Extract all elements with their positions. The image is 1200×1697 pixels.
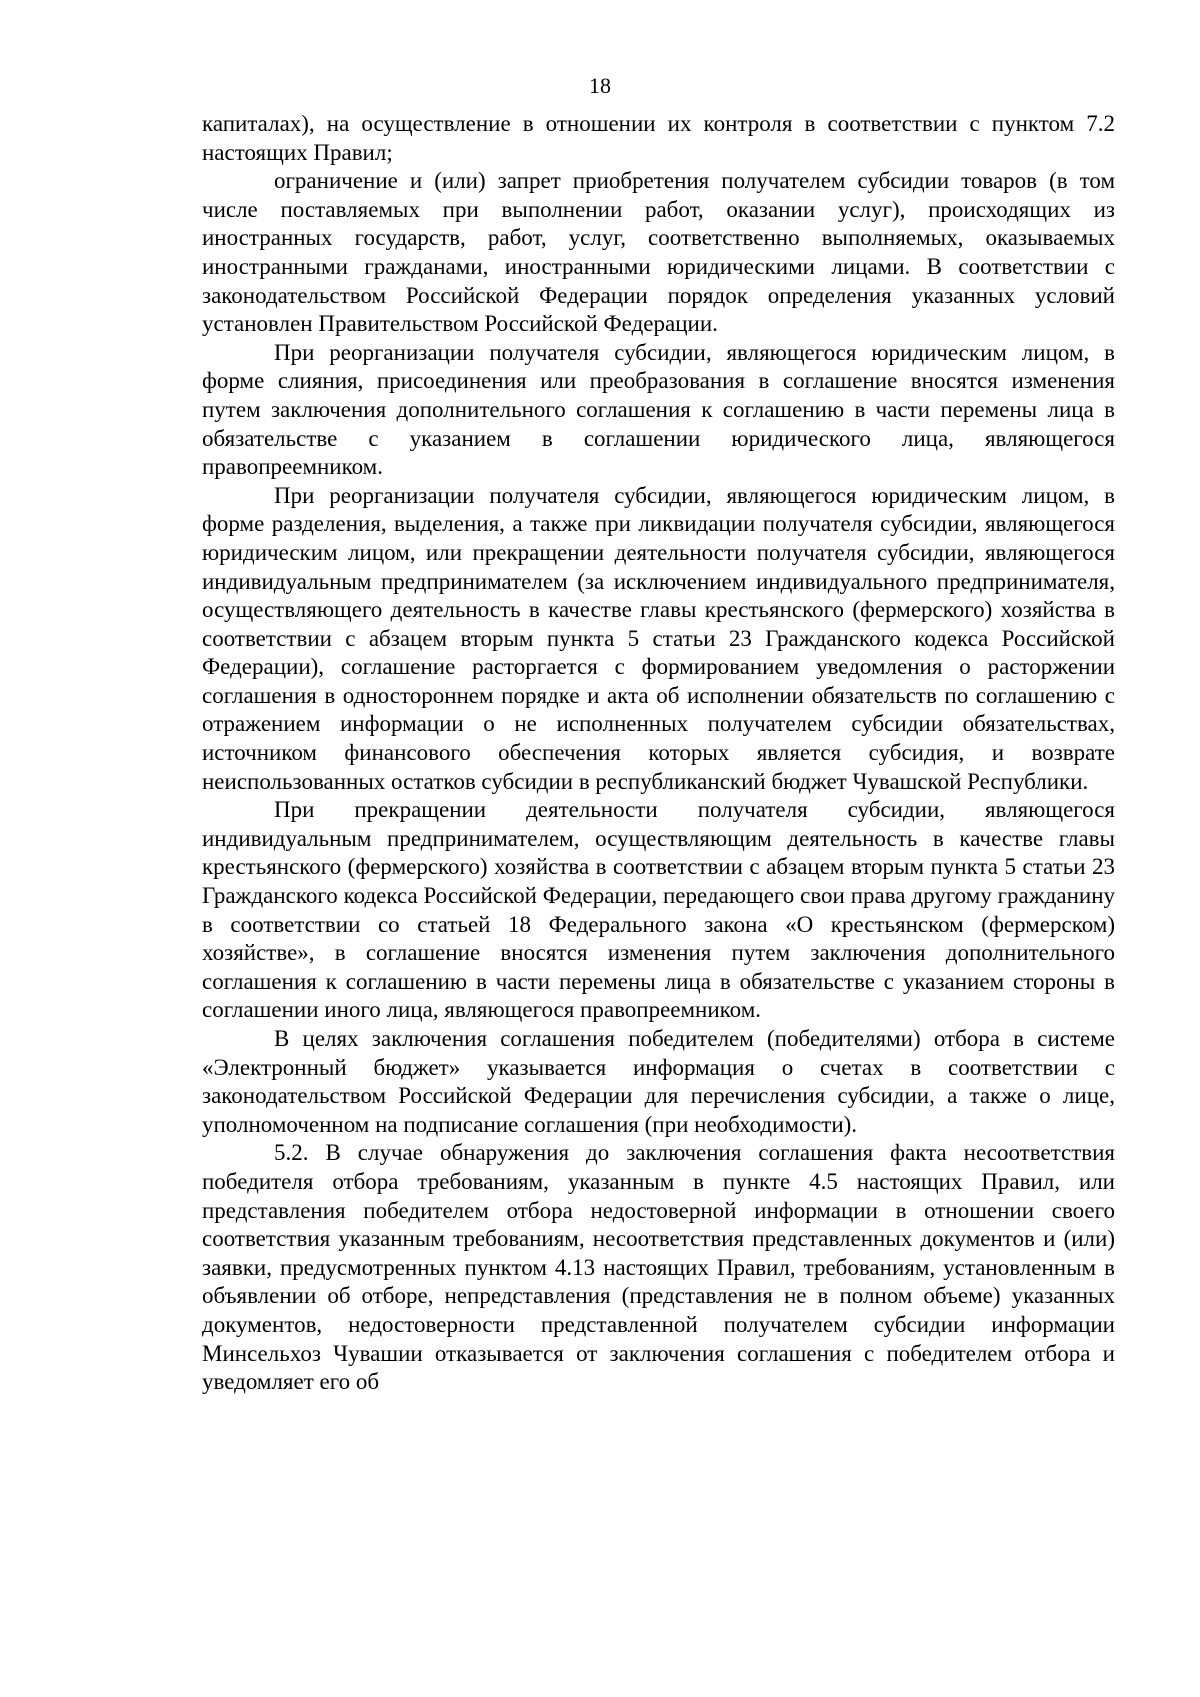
paragraph-reorganization-merger: При реорганизации получателя субсидии, являющегося юридическим лицом, в форме слияния, присоединения или преобразования в соглашение вносятся изменения путем заключения дополнительного соглашения к соглашению в части перемены лица в обязательстве с указанием в соглашении юридического лица, являющегося правопреемником. (202, 339, 1115, 480)
paragraph-electronic-budget: В целях заключения соглашения победителем (победителями) отбора в системе «Электронный бюджет» указывается информация о счетах в соответствии с законодательством Российской Федерации для перечисления субсидии, а также о лице, уполномоченном на подписание соглашения (при необходимости). (202, 1026, 1115, 1137)
page-number: 18 (589, 73, 611, 98)
paragraph-continuation: капиталах), на осуществление в отношении их контроля в соответствии с пунктом 7.2 настоящих Правил; (202, 111, 1115, 165)
paragraph-termination-farm: При прекращении деятельности получателя субсидии, являющегося индивидуальным предпринимателем, осуществляющим деятельность в качестве главы крестьянского (фермерского) хозяйства в соответствии с абзацем вторым пункта 5 статьи 23 Гражданского кодекса Российской Федерации, передающего свои права другому гражданину в соответствии со статьей 18 Федерального закона «О крестьянском (фермерском) хозяйстве», в соглашение вносятся изменения путем заключения дополнительного соглашения к соглашению в части перемены лица в обязательстве с указанием стороны в соглашении иного лица, являющегося правопреемником. (202, 797, 1115, 1023)
paragraph-restriction: ограничение и (или) запрет приобретения получателем субсидии товаров (в том числе поставляемых при выполнении работ, оказании услуг), происходящих из иностранных государств, работ, услуг, соответственно выполняемых, оказываемых иностранными гражданами, иностранными юридическими лицами. В соответствии с законодательством Российской Федерации порядок определения указанных условий установлен Правительством Российской Федерации. (202, 168, 1115, 337)
paragraph-section-5-2: 5.2. В случае обнаружения до заключения соглашения факта несоответствия победителя отбора требованиям, указанным в пункте 4.5 настоящих Правил, или представления победителем отбора недостоверной информации в отношении своего соответствия указанным требованиям, несоответствия представленных документов и (или) заявки, предусмотренных пунктом 4.13 настоящих Правил, требованиям, установленным в объявлении об отборе, непредставления (представления не в полном объеме) указанных документов, недостоверности представленной получателем субсидии информации Минсельхоз Чувашии отказывается от заключения соглашения с победителем отбора и уведомляет его об (202, 1140, 1115, 1395)
document-body (202, 110, 1115, 1397)
paragraph-reorganization-division: При реорганизации получателя субсидии, являющегося юридическим лицом, в форме разделения, выделения, а также при ликвидации получателя субсидии, являющегося юридическим лицом, или прекращении деятельности получателя субсидии, являющегося индивидуальным предпринимателем (за исключением индивидуального предпринимателя, осуществляющего деятельность в качестве главы крестьянского (фермерского) хозяйства в соответствии с абзацем вторым пункта 5 статьи 23 Гражданского кодекса Российской Федерации), соглашение расторгается с формированием уведомления о расторжении соглашения в одностороннем порядке и акта об исполнении обязательств по соглашению с отражением информации о не исполненных получателем субсидии обязательствах, источником финансового обеспечения которых является субсидия, и возврате неиспользованных остатков субсидии в республиканский бюджет Чувашской Республики. (202, 482, 1115, 794)
